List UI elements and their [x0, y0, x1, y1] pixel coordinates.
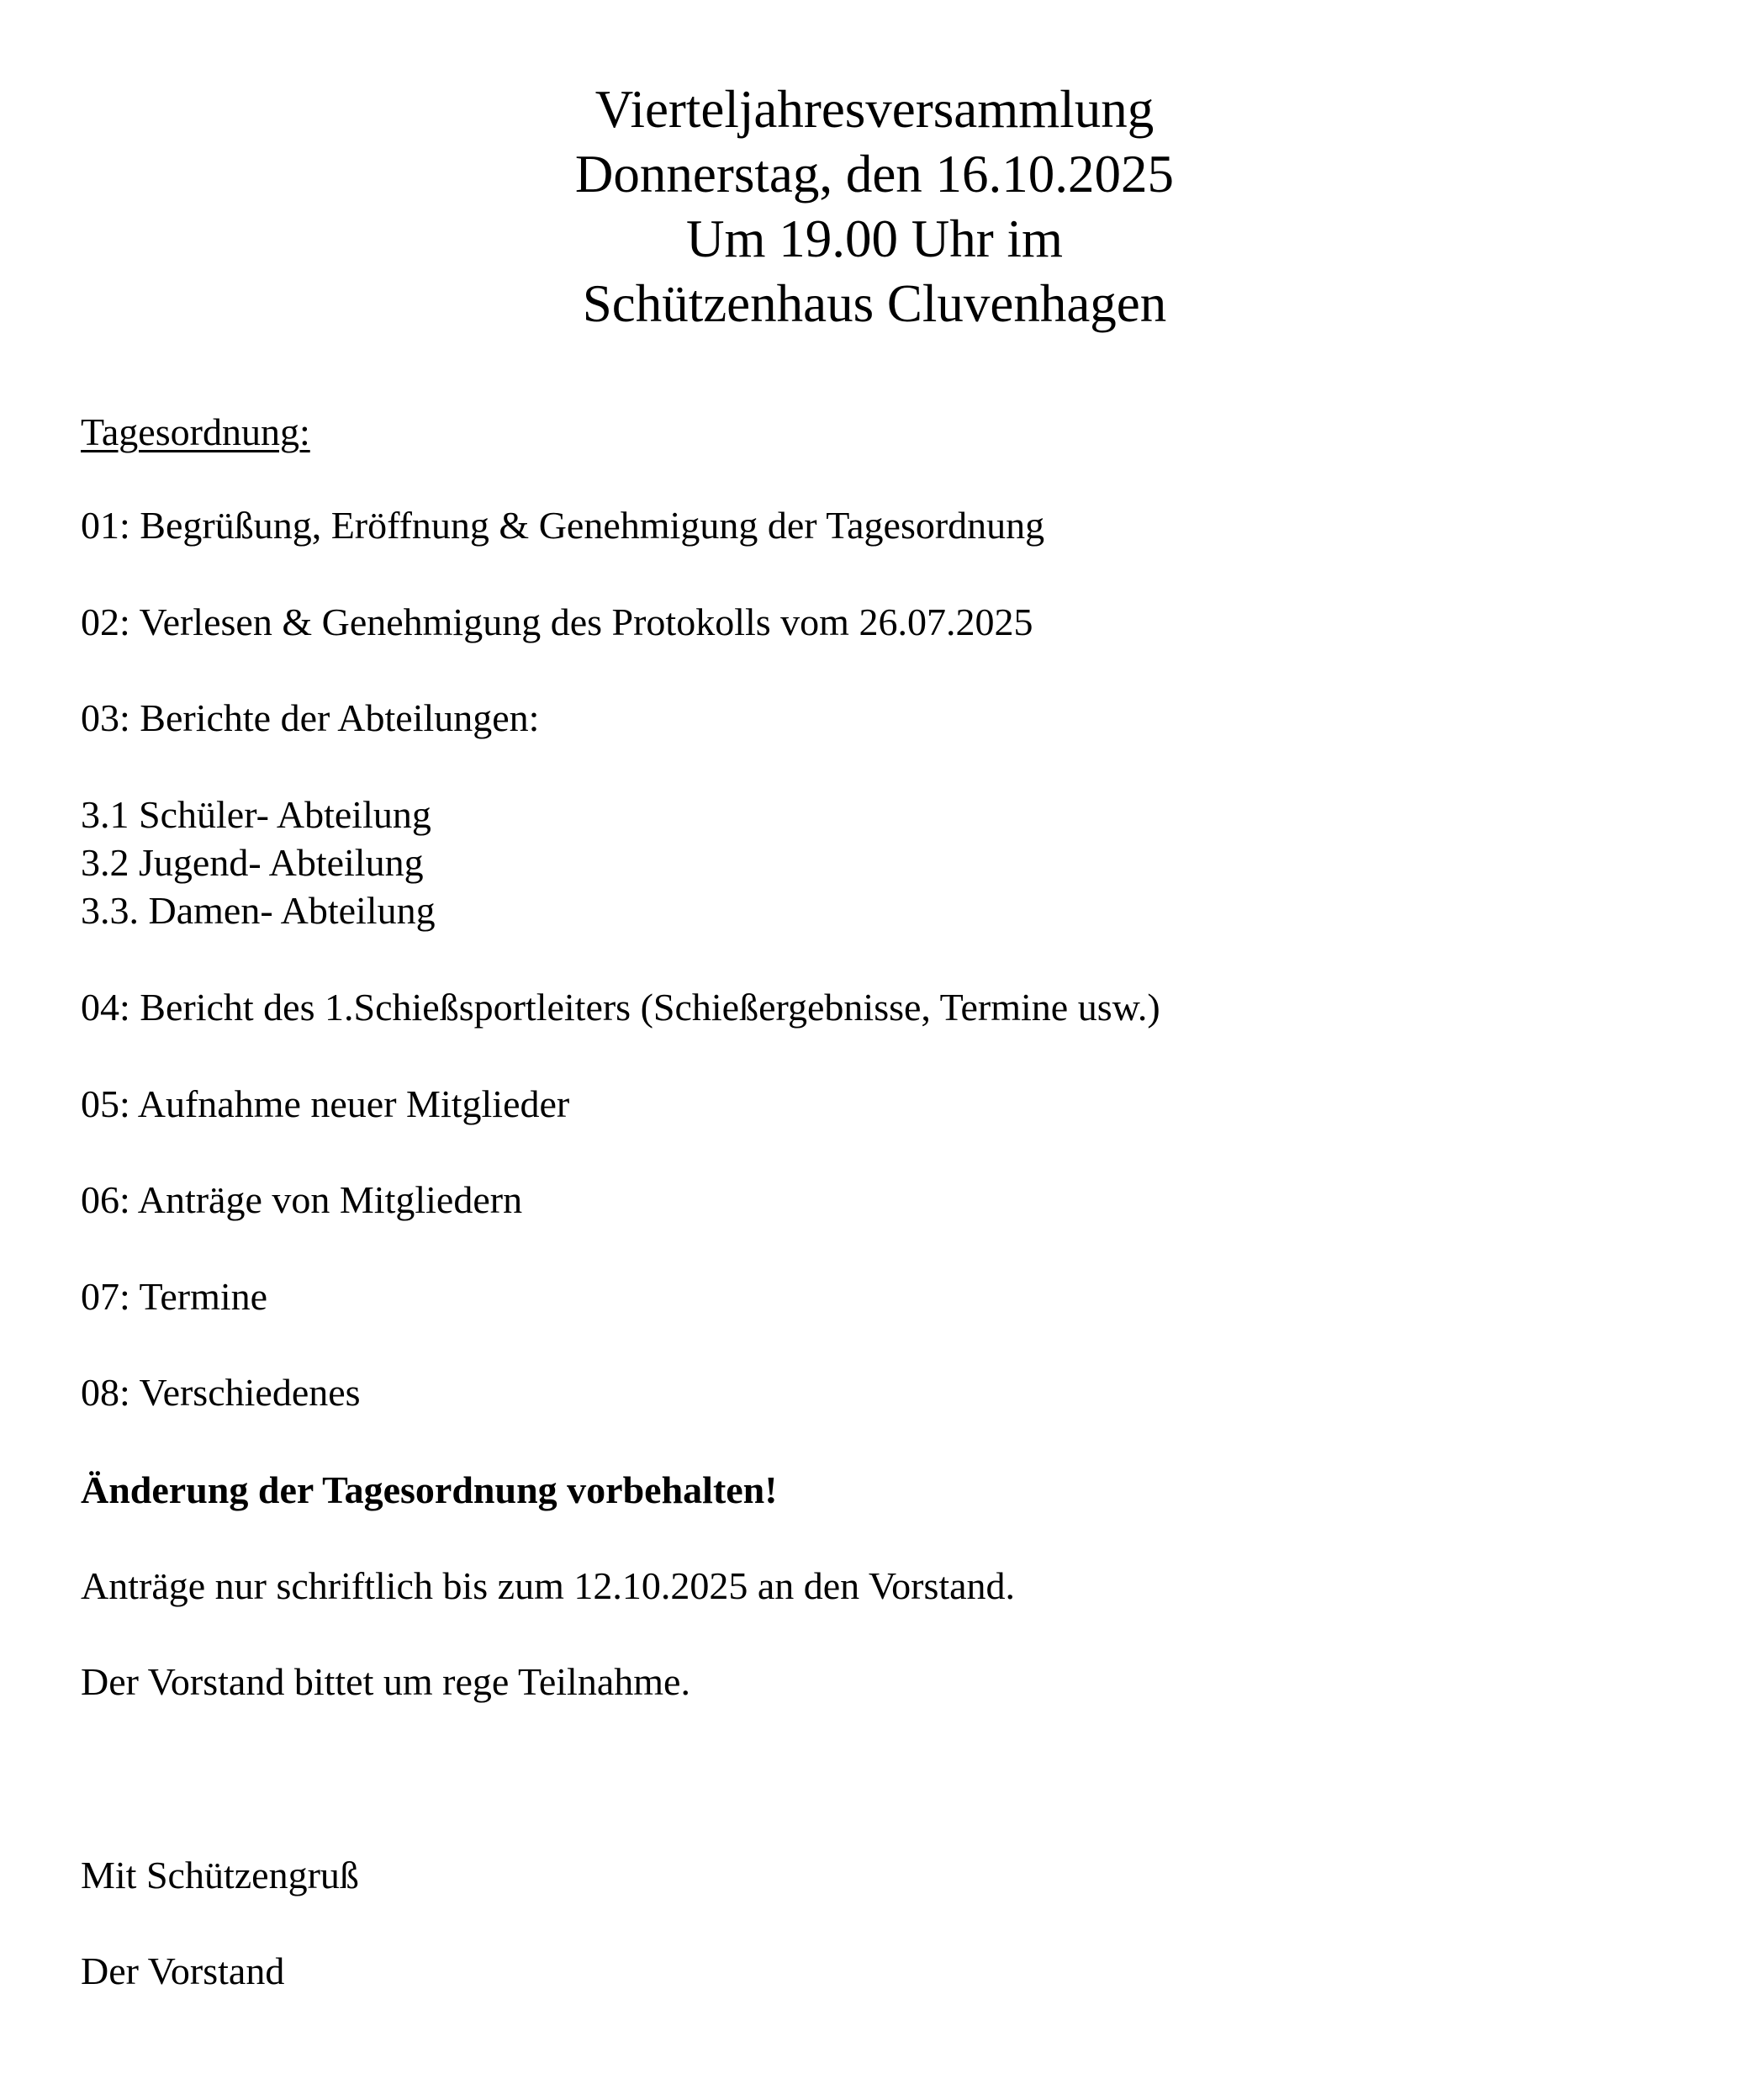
- meeting-time: Um 19.00 Uhr im: [686, 209, 1063, 268]
- agenda-item-03: 03: Berichte der Abteilungen:: [81, 696, 540, 739]
- submission-notice: Anträge nur schriftlich bis zum 12.10.2025 an den Vorstand.: [81, 1564, 1016, 1607]
- closing-greeting: Mit Schützengruß: [81, 1854, 359, 1896]
- meeting-title: Vierteljahresversammlung: [594, 80, 1155, 139]
- agenda-item-04: 04: Bericht des 1.Schießsportleiters (Schießergebnisse, Termine usw.): [81, 986, 1160, 1029]
- closing-signature: Der Vorstand: [81, 1949, 285, 1992]
- agenda-item-01: 01: Begrüßung, Eröffnung & Genehmigung der Tagesordnung: [81, 504, 1045, 547]
- change-notice: Änderung der Tagesordnung vorbehalten!: [81, 1468, 778, 1511]
- agenda-item-06: 06: Anträge von Mitgliedern: [81, 1178, 523, 1221]
- agenda-item-08: 08: Verschiedenes: [81, 1371, 361, 1414]
- document-header: [0, 77, 1749, 336]
- agenda-subitem-3-3: 3.3. Damen- Abteilung: [81, 889, 436, 932]
- participation-notice: Der Vorstand bittet um rege Teilnahme.: [81, 1660, 690, 1703]
- meeting-location: Schützenhaus Cluvenhagen: [582, 274, 1167, 333]
- agenda-heading: Tagesordnung:: [81, 410, 310, 453]
- agenda-subitem-3-2: 3.2 Jugend- Abteilung: [81, 841, 424, 884]
- agenda-item-07: 07: Termine: [81, 1275, 268, 1318]
- agenda-item-02: 02: Verlesen & Genehmigung des Protokolls vom 26.07.2025: [81, 600, 1033, 643]
- agenda-subitem-3-1: 3.1 Schüler- Abteilung: [81, 793, 431, 836]
- agenda-item-05: 05: Aufnahme neuer Mitglieder: [81, 1082, 570, 1125]
- meeting-date: Donnerstag, den 16.10.2025: [574, 145, 1175, 204]
